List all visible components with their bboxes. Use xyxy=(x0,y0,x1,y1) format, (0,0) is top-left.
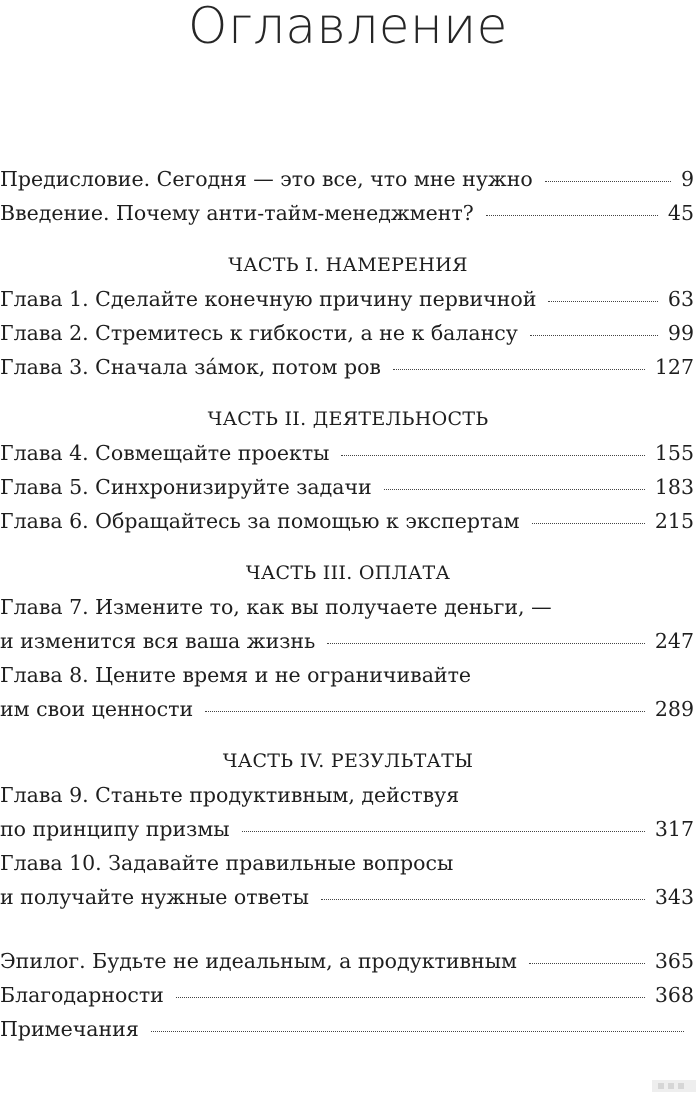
dot-leader xyxy=(532,523,645,524)
toc-entry-title: им свои ценности xyxy=(0,697,194,721)
toc-page-number: 317 xyxy=(654,817,694,841)
toc-page-number: 215 xyxy=(654,509,694,533)
dot-leader xyxy=(176,997,645,998)
part-heading: ЧАСТЬ IV. РЕЗУЛЬТАТЫ xyxy=(222,750,474,772)
toc-entry-acknowledgments[interactable] xyxy=(0,978,696,1012)
toc-entry-title: Глава 4. Совмещайте проекты xyxy=(0,441,330,465)
toc-entry-title: Введение. Почему анти-тайм-менеджмент? xyxy=(0,201,474,225)
toc-entry-title-line: Глава 10. Задавайте правильные вопросы xyxy=(0,851,454,875)
toc-entry-title-line: Глава 9. Станьте продуктивным, действуя xyxy=(0,783,460,807)
toc-page-number: 155 xyxy=(654,441,694,465)
toc-entry-title: и получайте нужные ответы xyxy=(0,885,309,909)
toc-chapter-10[interactable] xyxy=(0,880,696,914)
part-heading: ЧАСТЬ II. ДЕЯТЕЛЬНОСТЬ xyxy=(207,408,489,430)
dot-leader xyxy=(341,455,644,456)
page-title: Оглавление xyxy=(188,0,508,55)
dot-leader xyxy=(205,711,645,712)
toc-chapter-5[interactable] xyxy=(0,470,696,504)
dot-leader xyxy=(530,335,658,336)
part-heading: ЧАСТЬ I. НАМЕРЕНИЯ xyxy=(228,254,468,276)
toc-page-number: 343 xyxy=(654,885,694,909)
dot-leader xyxy=(384,489,645,490)
dot-leader xyxy=(321,899,645,900)
toc-page-number: 127 xyxy=(654,355,694,379)
toc-entry-title: Благодарности xyxy=(0,983,164,1007)
toc-chapter-9[interactable] xyxy=(0,812,696,846)
toc-entry-title: Примечания xyxy=(0,1017,139,1041)
toc-entry-introduction[interactable] xyxy=(0,196,696,230)
table-of-contents xyxy=(0,162,696,1046)
dot-leader xyxy=(393,369,645,370)
dot-leader xyxy=(529,963,645,964)
dot-leader xyxy=(151,1031,684,1032)
toc-entry-title-line: Глава 8. Цените время и не ограничивайте xyxy=(0,663,472,687)
toc-page-number: 289 xyxy=(654,697,694,721)
toc-chapter-7[interactable] xyxy=(0,624,696,658)
toc-chapter-6[interactable] xyxy=(0,504,696,538)
dot-leader xyxy=(486,215,658,216)
toc-page-number: 183 xyxy=(654,475,694,499)
toc-chapter-2[interactable] xyxy=(0,316,696,350)
toc-entry-epilogue[interactable] xyxy=(0,944,696,978)
toc-page-number: 247 xyxy=(654,629,694,653)
toc-entry-title: Эпилог. Будьте не идеальным, а продуктивным xyxy=(0,949,517,973)
toc-page-number: 368 xyxy=(654,983,694,1007)
part-heading: ЧАСТЬ III. ОПЛАТА xyxy=(245,562,451,584)
toc-entry-title: Глава 2. Стремитесь к гибкости, а не к балансу xyxy=(0,321,518,345)
toc-page-number: 99 xyxy=(667,321,694,345)
toc-entry-title: и изменится вся ваша жизнь xyxy=(0,629,316,653)
toc-entry-title: Глава 3. Сначала за́мок, потом ров xyxy=(0,355,381,379)
dot-leader xyxy=(545,181,671,182)
toc-entry-title-line: Глава 7. Измените то, как вы получаете деньги, — xyxy=(0,595,552,619)
dot-leader xyxy=(327,643,645,644)
toc-entry-title: Предисловие. Сегодня — это все, что мне нужно xyxy=(0,167,533,191)
toc-entry-title: Глава 5. Синхронизируйте задачи xyxy=(0,475,372,499)
dot-leader xyxy=(242,831,645,832)
toc-page-number: 63 xyxy=(667,287,694,311)
toc-chapter-3[interactable] xyxy=(0,350,696,384)
toc-entry-notes[interactable] xyxy=(0,1012,696,1046)
toc-entry-preface[interactable] xyxy=(0,162,696,196)
toc-page-number: 365 xyxy=(654,949,694,973)
toc-page-number: 45 xyxy=(667,201,694,225)
toc-chapter-1[interactable] xyxy=(0,282,696,316)
dot-leader xyxy=(548,301,658,302)
toc-entry-title: Глава 6. Обращайтесь за помощью к экспертам xyxy=(0,509,520,533)
toc-page-number: 9 xyxy=(680,167,694,191)
toc-chapter-4[interactable] xyxy=(0,436,696,470)
toc-chapter-8[interactable] xyxy=(0,692,696,726)
toc-entry-title: по принципу призмы xyxy=(0,817,230,841)
toc-entry-title: Глава 1. Сделайте конечную причину первичной xyxy=(0,287,537,311)
corner-watermark xyxy=(652,1076,696,1098)
